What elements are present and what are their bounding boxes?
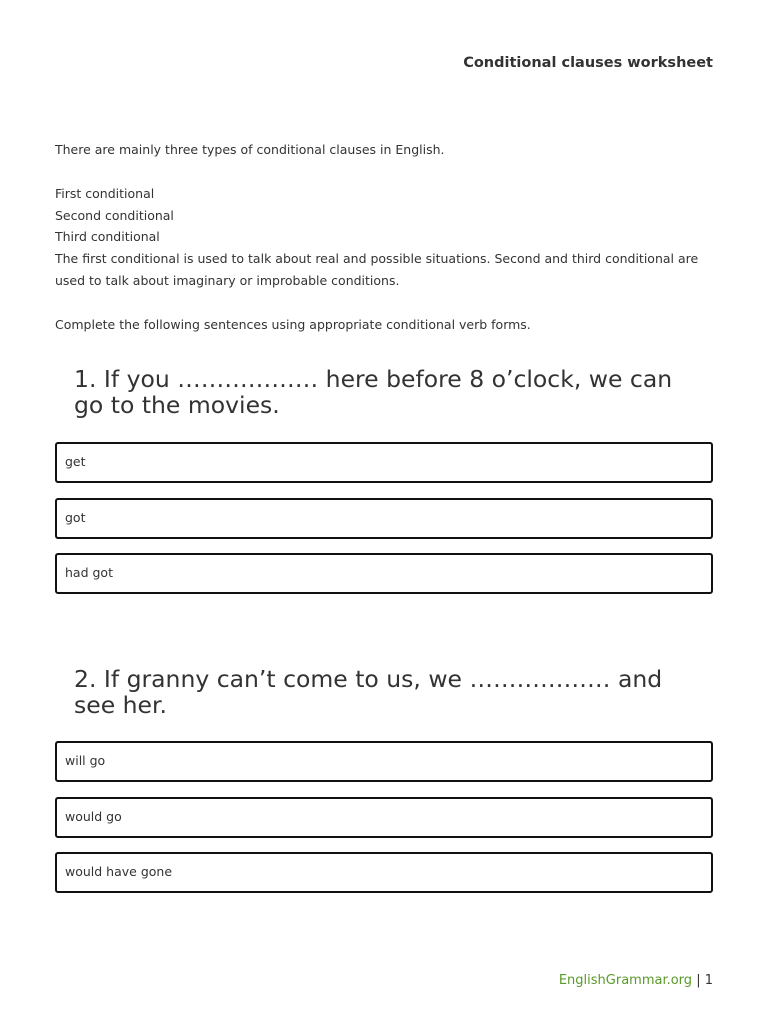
question-1: 1. If you ……………… here before 8 o’clock, we can go to the movies. xyxy=(74,365,673,419)
footer-separator: | xyxy=(692,973,705,988)
page-title: Conditional clauses worksheet xyxy=(463,55,713,71)
answer-option[interactable]: would go xyxy=(55,797,713,838)
intro-instruction: Complete the following sentences using appropriate conditional verb forms. xyxy=(55,316,531,332)
answer-option[interactable]: get xyxy=(55,442,713,483)
answer-option[interactable]: will go xyxy=(55,741,713,782)
answer-option[interactable]: got xyxy=(55,498,713,539)
type-first: First conditional xyxy=(55,185,155,201)
answer-option[interactable]: had got xyxy=(55,553,713,594)
intro-section xyxy=(55,139,715,336)
footer xyxy=(559,973,713,988)
question-2: 2. If granny can’t come to us, we ……………… and see her. xyxy=(74,665,663,719)
page-number: 1 xyxy=(704,973,713,988)
answer-option[interactable]: would have gone xyxy=(55,852,713,893)
intro-explanation: The first conditional is used to talk about real and possible situations. Second and third conditional are used to talk about imaginary or improbable conditions. xyxy=(55,251,699,288)
footer-brand-link[interactable]: EnglishGrammar.org xyxy=(558,973,693,988)
intro-lead: There are mainly three types of conditional clauses in English. xyxy=(55,142,445,157)
type-second: Second conditional xyxy=(55,207,174,223)
type-third: Third conditional xyxy=(55,229,160,245)
